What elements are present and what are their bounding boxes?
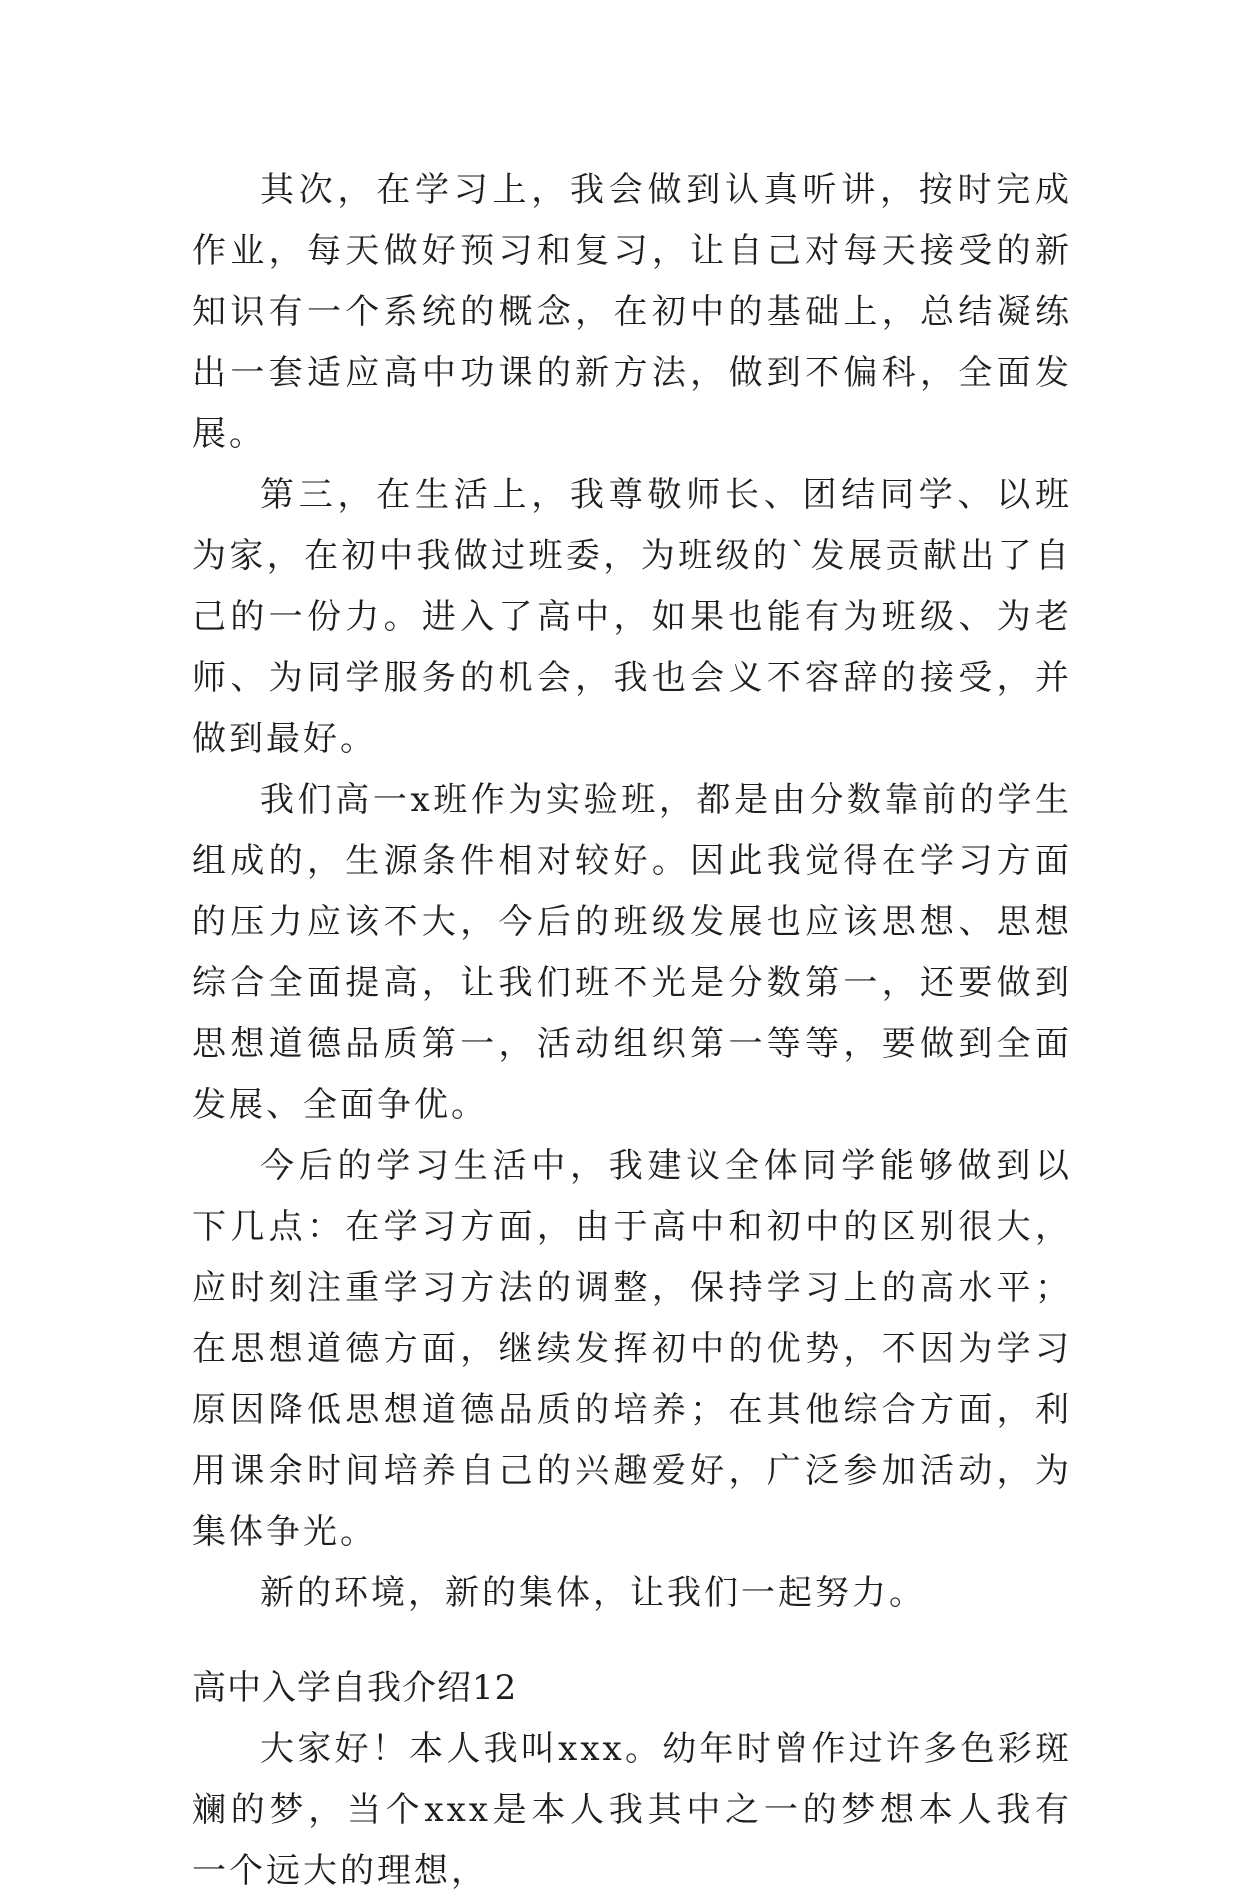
paragraph-life: 第三，在生活上，我尊敬师长、团结同学、以班为家，在初中我做过班委，为班级的`发展贡献出了自己的一份力。进入了高中，如果也能有为班级、为老师、为同学服务的机会，我也会义不容辞的接受，并做到最好。: [192, 475, 1072, 759]
paragraph-study: 其次，在学习上，我会做到认真听讲，按时完成作业，每天做好预习和复习，让自己对每天接受的新知识有一个系统的概念，在初中的基础上，总结凝练出一套适应高中功课的新方法，做到不偏科，全面发展。: [192, 170, 1072, 454]
paragraph-intro: 大家好！本人我叫xxx。幼年时曾作过许多色彩斑斓的梦，当个xxx是本人我其中之一的梦想本人我有一个远大的理想，: [192, 1729, 1072, 1891]
paragraph-closing: 新的环境，新的集体，让我们一起努力。: [260, 1573, 926, 1613]
paragraph-class: 我们高一x班作为实验班，都是由分数靠前的学生组成的，生源条件相对较好。因此我觉得在学习方面的压力应该不大，今后的班级发展也应该思想、思想综合全面提高，让我们班不光是分数第一，还要做到思想道德品质第一，活动组织第一等等，要做到全面发展、全面争优。: [192, 780, 1072, 1125]
document-body: [192, 160, 1072, 1902]
section-heading: 高中入学自我介绍12: [192, 1668, 518, 1708]
paragraph-suggestions: 今后的学习生活中，我建议全体同学能够做到以下几点：在学习方面，由于高中和初中的区别很大，应时刻注重学习方法的调整，保持学习上的高水平；在思想道德方面，继续发挥初中的优势，不因为学习原因降低思想道德品质的培养；在其他综合方面，利用课余时间培养自己的兴趣爱好，广泛参加活动，为集体争光。: [192, 1146, 1072, 1552]
